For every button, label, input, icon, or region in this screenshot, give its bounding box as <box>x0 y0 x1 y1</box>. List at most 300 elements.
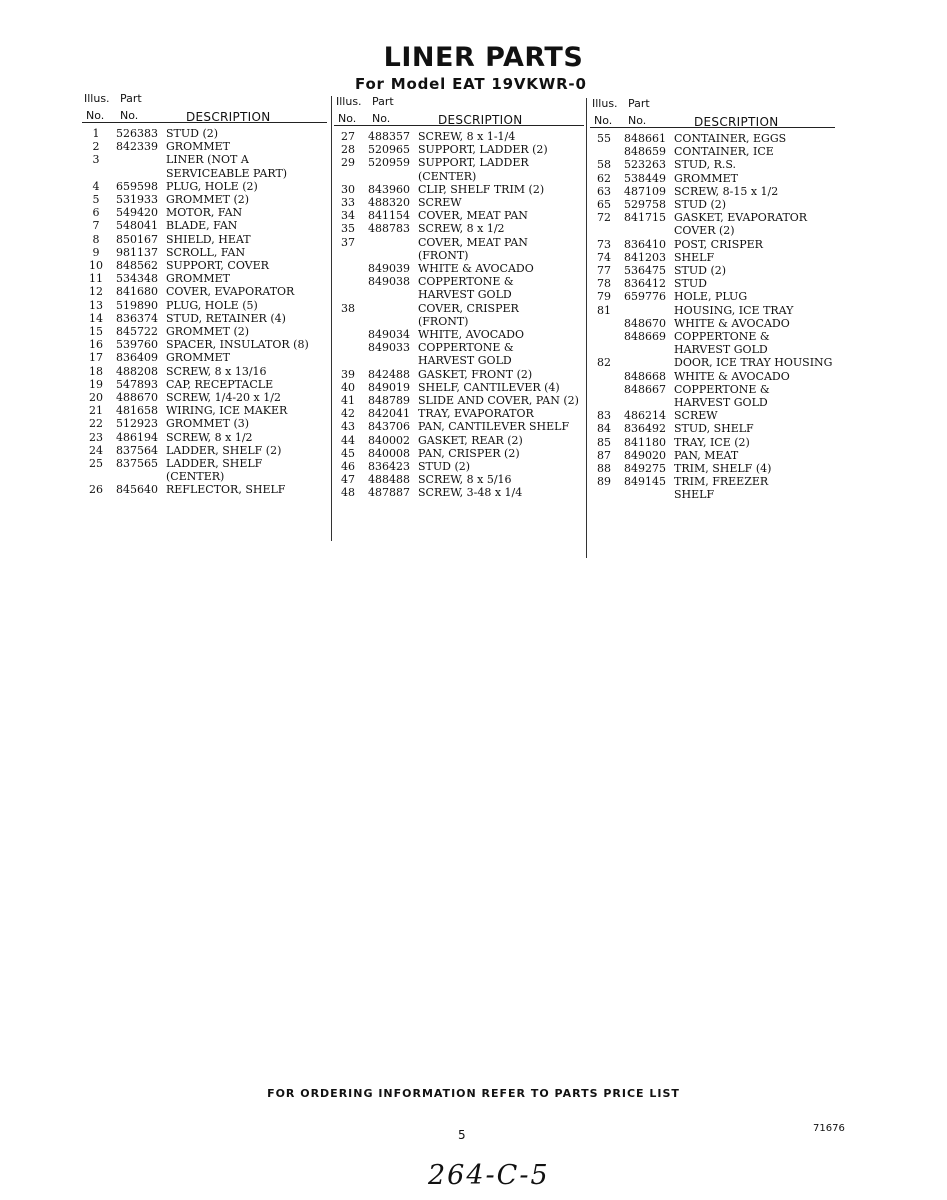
part-number: 841203 <box>624 250 666 264</box>
part-description: COVER, MEAT PAN <box>418 235 528 249</box>
table-row <box>82 365 327 378</box>
table-row <box>334 222 584 235</box>
illus-number: 63 <box>597 184 611 198</box>
column-divider <box>586 98 587 558</box>
part-description: LINER (NOT A <box>166 153 249 167</box>
table-row <box>82 391 327 404</box>
table-row <box>334 315 584 328</box>
table-row <box>334 420 584 433</box>
table-row <box>82 299 327 312</box>
part-description: PAN, CRISPER (2) <box>418 446 520 460</box>
table-row <box>82 404 327 417</box>
table-row <box>590 449 835 462</box>
part-description: POST, CRISPER <box>674 237 763 251</box>
part-description: (CENTER) <box>166 470 225 484</box>
part-number: 845640 <box>116 483 158 497</box>
illus-number <box>590 317 618 330</box>
document-code: 71676 <box>813 1123 845 1134</box>
header-part-no: No. <box>628 114 647 127</box>
header-description: DESCRIPTION <box>694 115 779 129</box>
part-number <box>618 488 670 501</box>
illus-number: 62 <box>597 171 611 185</box>
part-number: 849145 <box>624 475 666 489</box>
column-header <box>334 95 584 126</box>
illus-number <box>82 470 110 483</box>
illus-number: 73 <box>597 237 611 251</box>
part-description: (FRONT) <box>418 248 469 262</box>
table-row <box>82 338 327 351</box>
illus-number: 44 <box>341 433 355 447</box>
table-row <box>334 354 584 367</box>
header-illus-no: No. <box>594 114 613 127</box>
table-row <box>590 383 835 396</box>
illus-number <box>334 341 362 354</box>
illus-number: 12 <box>89 285 103 299</box>
table-row <box>82 219 327 232</box>
part-number: 836409 <box>116 351 158 365</box>
illus-number <box>590 383 618 396</box>
part-number: 534348 <box>116 272 158 286</box>
table-row <box>334 183 584 196</box>
illus-number <box>334 288 362 301</box>
table-row <box>334 434 584 447</box>
illus-number: 13 <box>89 298 103 312</box>
illus-number: 17 <box>89 351 103 365</box>
table-row <box>82 167 327 180</box>
part-description: GASKET, EVAPORATOR <box>674 211 808 225</box>
page-title: LINER PARTS <box>383 42 584 73</box>
table-row <box>590 264 835 277</box>
part-description: LADDER, SHELF (2) <box>166 443 282 457</box>
part-number: 848668 <box>624 369 666 383</box>
table-row <box>590 172 835 185</box>
part-description: BLADE, FAN <box>166 219 238 233</box>
part-description: SCREW, 8 x 1-1/4 <box>418 130 516 143</box>
part-number: 848670 <box>624 316 666 330</box>
part-description: HARVEST GOLD <box>418 354 512 368</box>
illus-number <box>590 488 618 501</box>
part-description: PLUG, HOLE (5) <box>166 298 258 312</box>
part-number: 512923 <box>116 417 158 431</box>
part-number: 841180 <box>624 435 666 449</box>
table-row <box>82 233 327 246</box>
illus-number: 85 <box>597 435 611 449</box>
part-description: WHITE, AVOCADO <box>418 328 524 342</box>
table-row <box>590 488 835 501</box>
illus-number: 30 <box>341 182 355 196</box>
table-row <box>334 486 584 499</box>
illus-number: 74 <box>597 250 611 264</box>
illus-number: 27 <box>341 130 355 143</box>
header-part: Part <box>120 92 142 105</box>
part-description: (CENTER) <box>418 169 477 183</box>
part-number: 848667 <box>624 382 666 396</box>
illus-number: 4 <box>92 179 100 193</box>
part-number <box>110 167 162 180</box>
part-description: (FRONT) <box>418 314 469 328</box>
table-row <box>334 473 584 486</box>
table-row <box>82 193 327 206</box>
part-description: SCREW, 8 x 5/16 <box>418 473 512 487</box>
header-part: Part <box>628 97 650 110</box>
part-number <box>618 304 670 317</box>
illus-number: 10 <box>89 259 103 273</box>
part-number: 849033 <box>368 341 410 355</box>
table-row <box>590 356 835 369</box>
part-description: SCREW, 3-48 x 1/4 <box>418 486 523 500</box>
part-number: 849034 <box>368 328 410 342</box>
part-number: 538449 <box>624 171 666 185</box>
illus-number: 14 <box>89 311 103 325</box>
part-description: GROMMET (2) <box>166 325 250 339</box>
part-number <box>362 315 414 328</box>
column-header <box>82 92 327 123</box>
part-number <box>362 249 414 262</box>
part-number: 488208 <box>116 364 158 378</box>
part-description: GROMMET <box>166 140 230 154</box>
table-row <box>334 262 584 275</box>
part-description: SUPPORT, COVER <box>166 259 269 273</box>
illus-number: 33 <box>341 196 355 210</box>
illus-number: 16 <box>89 338 103 352</box>
table-row <box>590 238 835 251</box>
illus-number: 6 <box>92 206 100 220</box>
part-number: 849275 <box>624 462 666 476</box>
part-description: STUD (2) <box>674 198 727 212</box>
illus-number: 41 <box>341 394 355 408</box>
part-description: STUD (2) <box>674 264 727 278</box>
part-number: 836374 <box>116 311 158 325</box>
part-number: 843706 <box>368 420 410 434</box>
part-description: HOLE, PLUG <box>674 290 748 304</box>
illus-number: 83 <box>597 409 611 423</box>
header-illus-no: No. <box>338 112 357 125</box>
illus-number: 2 <box>92 140 100 154</box>
part-number: 488488 <box>368 473 410 487</box>
parts-rows <box>82 123 327 497</box>
part-number <box>362 288 414 301</box>
part-description: CONTAINER, EGGS <box>674 132 787 145</box>
part-description: REFLECTOR, SHELF <box>166 483 286 497</box>
part-description: GASKET, FRONT (2) <box>418 367 533 381</box>
part-number: 836492 <box>624 422 666 436</box>
parts-column-3 <box>590 97 835 502</box>
part-number <box>362 302 414 315</box>
table-row <box>82 325 327 338</box>
illus-number <box>590 145 618 158</box>
table-row <box>82 259 327 272</box>
table-row <box>334 328 584 341</box>
part-number: 488320 <box>368 196 410 210</box>
table-row <box>334 156 584 169</box>
part-number: 547893 <box>116 377 158 391</box>
table-row <box>590 422 835 435</box>
illus-number: 24 <box>89 443 103 457</box>
part-description: SHELF <box>674 250 715 264</box>
part-description: GASKET, REAR (2) <box>418 433 523 447</box>
part-number: 842339 <box>116 140 158 154</box>
part-description: SCREW <box>418 196 462 210</box>
table-row <box>334 196 584 209</box>
part-number: 849020 <box>624 448 666 462</box>
part-number: 529758 <box>624 198 666 212</box>
part-number: 481658 <box>116 404 158 418</box>
part-description: COVER, CRISPER <box>418 301 519 315</box>
table-row <box>334 341 584 354</box>
illus-number <box>334 262 362 275</box>
table-row <box>82 378 327 391</box>
table-row <box>82 127 327 140</box>
part-description: PAN, CANTILEVER SHELF <box>418 420 570 434</box>
part-number: 848661 <box>624 132 666 145</box>
part-number: 848659 <box>624 145 666 159</box>
table-row <box>590 462 835 475</box>
part-number: 488670 <box>116 391 158 405</box>
table-row <box>334 170 584 183</box>
part-description: COVER, MEAT PAN <box>418 209 528 223</box>
part-number: 848562 <box>116 259 158 273</box>
column-divider <box>331 96 332 541</box>
parts-rows <box>334 126 584 500</box>
table-row <box>334 381 584 394</box>
illus-number: 25 <box>89 457 103 471</box>
part-number: 843960 <box>368 182 410 196</box>
table-row <box>82 431 327 444</box>
illus-number: 89 <box>597 475 611 489</box>
illus-number <box>334 328 362 341</box>
part-number: 848669 <box>624 330 666 344</box>
table-row <box>334 275 584 288</box>
part-number: 539760 <box>116 338 158 352</box>
illus-number: 87 <box>597 448 611 462</box>
part-description: SPACER, INSULATOR (8) <box>166 338 309 352</box>
part-description: CAP, RECEPTACLE <box>166 377 274 391</box>
part-description: TRAY, ICE (2) <box>674 435 750 449</box>
ordering-note: FOR ORDERING INFORMATION REFER TO PARTS PRICE LIST <box>267 1087 680 1100</box>
illus-number: 22 <box>89 417 103 431</box>
column-header <box>590 97 835 128</box>
part-description: STUD, SHELF <box>674 422 754 436</box>
illus-number: 21 <box>89 404 103 418</box>
part-number: 659776 <box>624 290 666 304</box>
illus-number: 45 <box>341 446 355 460</box>
part-description: HARVEST GOLD <box>674 396 768 410</box>
part-description: DOOR, ICE TRAY HOUSING <box>674 356 833 370</box>
table-row <box>82 153 327 166</box>
part-description: GROMMET (2) <box>166 193 250 207</box>
header-illus-no: No. <box>86 109 105 122</box>
part-number: 849019 <box>368 380 410 394</box>
table-row <box>590 198 835 211</box>
illus-number: 19 <box>89 377 103 391</box>
illus-number: 78 <box>597 277 611 291</box>
illus-number: 58 <box>597 158 611 172</box>
table-row <box>590 370 835 383</box>
illus-number: 7 <box>92 219 100 233</box>
part-number: 523263 <box>624 158 666 172</box>
table-row <box>82 483 327 496</box>
part-number: 526383 <box>116 127 158 140</box>
illus-number <box>82 167 110 180</box>
part-description: STUD <box>674 277 707 291</box>
illus-number: 42 <box>341 407 355 421</box>
illus-number <box>590 343 618 356</box>
table-row <box>82 206 327 219</box>
illus-number <box>590 370 618 383</box>
part-number: 842041 <box>368 407 410 421</box>
part-description: CONTAINER, ICE <box>674 145 774 159</box>
part-description: COPPERTONE & <box>674 330 770 344</box>
parts-column-1 <box>82 92 327 497</box>
table-row <box>334 236 584 249</box>
part-number: 520959 <box>368 156 410 170</box>
part-description: GROMMET <box>166 351 230 365</box>
table-row <box>82 351 327 364</box>
illus-number: 40 <box>341 380 355 394</box>
part-description: SCREW, 8 x 1/2 <box>418 222 505 236</box>
handwritten-note: 264-C-5 <box>428 1160 550 1191</box>
table-row <box>590 304 835 317</box>
model-subtitle: For Model EAT 19VKWR-0 <box>355 75 587 93</box>
part-description: COPPERTONE & <box>418 275 514 289</box>
table-row <box>334 460 584 473</box>
illus-number: 79 <box>597 290 611 304</box>
part-description: SCREW, 8-15 x 1/2 <box>674 184 779 198</box>
table-row <box>590 436 835 449</box>
illus-number: 38 <box>341 301 355 315</box>
table-row <box>590 409 835 422</box>
part-description: TRIM, SHELF (4) <box>674 462 772 476</box>
part-number: 536475 <box>624 264 666 278</box>
part-number: 519890 <box>116 298 158 312</box>
table-row <box>82 285 327 298</box>
part-number: 840002 <box>368 433 410 447</box>
part-number: 850167 <box>116 232 158 246</box>
part-description: SCREW, 1/4-20 x 1/2 <box>166 391 281 405</box>
table-row <box>334 249 584 262</box>
part-number: 486194 <box>116 430 158 444</box>
part-number: 849039 <box>368 262 410 276</box>
table-row <box>590 158 835 171</box>
header-illus: Illus. <box>336 95 362 108</box>
parts-column-2 <box>334 95 584 500</box>
header-illus: Illus. <box>592 97 618 110</box>
part-description: GROMMET <box>674 171 738 185</box>
illus-number: 55 <box>597 132 611 145</box>
part-description: SCREW, 8 x 13/16 <box>166 364 267 378</box>
header-part-no: No. <box>372 112 391 125</box>
parts-rows <box>590 128 835 502</box>
table-row <box>334 209 584 222</box>
illus-number <box>334 354 362 367</box>
part-description: SHIELD, HEAT <box>166 232 251 246</box>
part-description: LADDER, SHELF <box>166 457 263 471</box>
illus-number: 88 <box>597 462 611 476</box>
table-row <box>334 447 584 460</box>
table-row <box>334 143 584 156</box>
table-row <box>590 317 835 330</box>
illus-number: 84 <box>597 422 611 436</box>
illus-number: 34 <box>341 209 355 223</box>
part-number: 520965 <box>368 143 410 157</box>
part-description: SHELF <box>674 488 715 502</box>
illus-number: 28 <box>341 143 355 157</box>
part-description: COPPERTONE & <box>674 382 770 396</box>
illus-number: 29 <box>341 156 355 170</box>
table-row <box>82 457 327 470</box>
part-description: GROMMET <box>166 272 230 286</box>
table-row <box>334 394 584 407</box>
table-row <box>82 312 327 325</box>
illus-number <box>590 330 618 343</box>
part-number <box>110 470 162 483</box>
part-number: 531933 <box>116 193 158 207</box>
part-description: SLIDE AND COVER, PAN (2) <box>418 394 579 408</box>
illus-number: 65 <box>597 198 611 212</box>
header-part-no: No. <box>120 109 139 122</box>
table-row <box>590 211 835 224</box>
table-row <box>590 145 835 158</box>
illus-number: 23 <box>89 430 103 444</box>
part-number: 836423 <box>368 460 410 474</box>
illus-number <box>334 315 362 328</box>
illus-number <box>334 170 362 183</box>
part-number <box>110 153 162 166</box>
part-description: GROMMET (3) <box>166 417 250 431</box>
table-row <box>590 185 835 198</box>
illus-number: 43 <box>341 420 355 434</box>
part-description: WHITE & AVOCADO <box>674 369 790 383</box>
part-number <box>362 354 414 367</box>
part-number: 837564 <box>116 443 158 457</box>
table-row <box>334 130 584 143</box>
illus-number: 5 <box>92 193 100 207</box>
illus-number: 15 <box>89 325 103 339</box>
part-description: HARVEST GOLD <box>418 288 512 302</box>
part-description: SCREW, 8 x 1/2 <box>166 430 253 444</box>
part-description: MOTOR, FAN <box>166 206 243 220</box>
part-number: 841715 <box>624 211 666 225</box>
table-row <box>82 470 327 483</box>
part-number: 488783 <box>368 222 410 236</box>
illus-number: 48 <box>341 486 355 500</box>
illus-number: 1 <box>92 127 100 140</box>
part-description: SCROLL, FAN <box>166 245 246 259</box>
header-description: DESCRIPTION <box>186 110 271 124</box>
table-row <box>590 251 835 264</box>
table-row <box>590 224 835 237</box>
part-number: 837565 <box>116 457 158 471</box>
part-number: 841154 <box>368 209 410 223</box>
part-description: PAN, MEAT <box>674 448 739 462</box>
illus-number <box>590 224 618 237</box>
part-number: 841680 <box>116 285 158 299</box>
illus-number: 81 <box>597 303 611 317</box>
table-row <box>590 330 835 343</box>
part-description: SUPPORT, LADDER (2) <box>418 143 548 157</box>
part-number: 549420 <box>116 206 158 220</box>
part-number: 488357 <box>368 130 410 143</box>
part-description: WIRING, ICE MAKER <box>166 404 288 418</box>
part-number <box>362 236 414 249</box>
part-number: 487887 <box>368 486 410 500</box>
header-description: DESCRIPTION <box>438 113 523 127</box>
header-part: Part <box>372 95 394 108</box>
part-description: COPPERTONE & <box>418 341 514 355</box>
part-description: CLIP, SHELF TRIM (2) <box>418 182 545 196</box>
part-description: SCREW <box>674 409 718 423</box>
table-row <box>82 417 327 430</box>
